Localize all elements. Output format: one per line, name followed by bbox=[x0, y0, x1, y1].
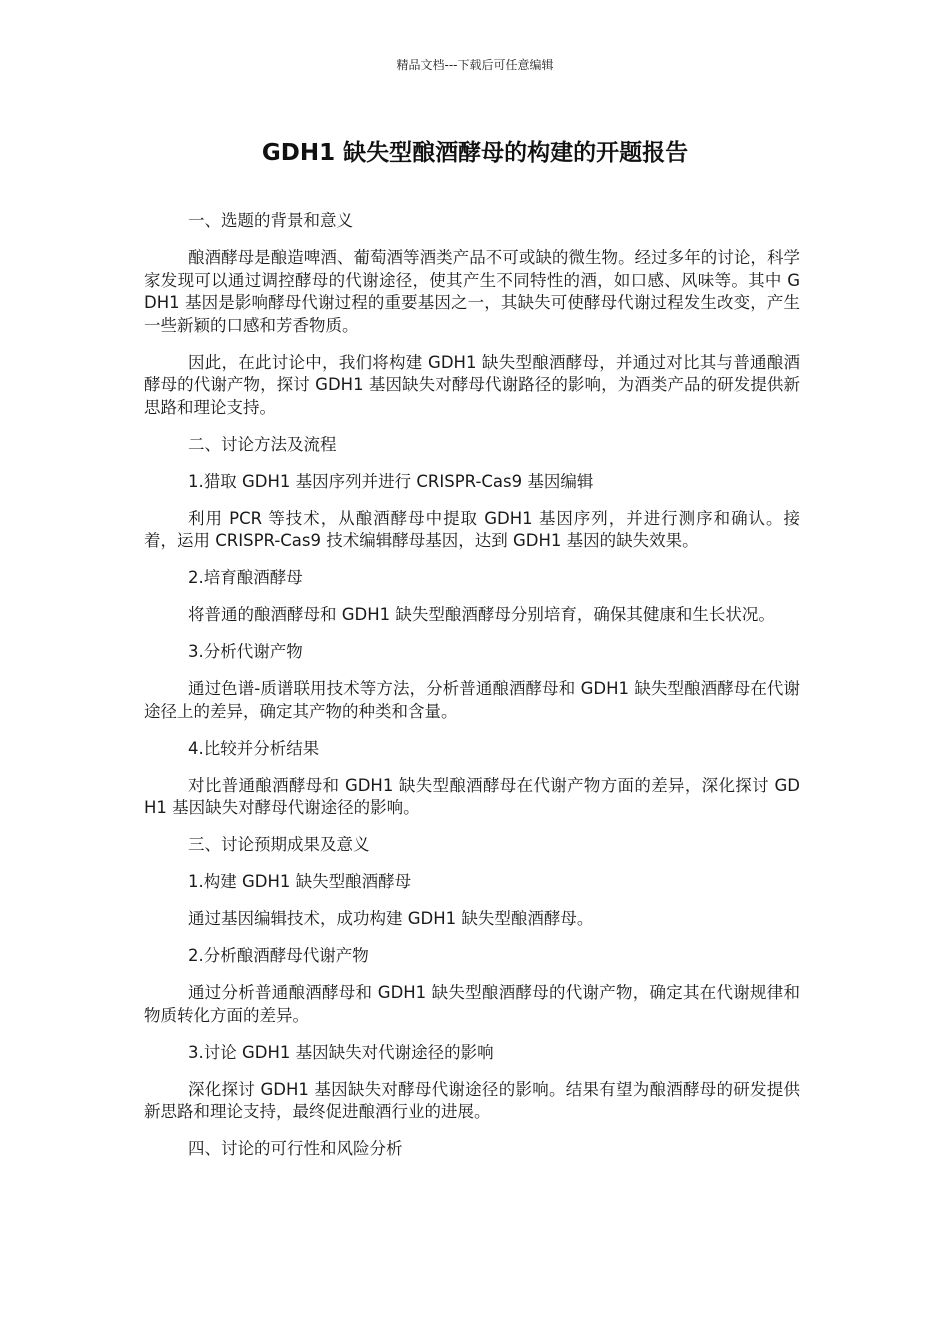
body-paragraph: 对比普通酿酒酵母和 GDH1 缺失型酿酒酵母在代谢产物方面的差异，深化探讨 GDH1 基因缺失对酵母代谢途径的影响。 bbox=[144, 775, 800, 817]
document-body bbox=[144, 210, 800, 1175]
section-heading-outcomes: 三、讨论预期成果及意义 bbox=[188, 835, 370, 854]
body-paragraph: 将普通的酿酒酵母和 GDH1 缺失型酿酒酵母分别培育，确保其健康和生长状况。 bbox=[188, 605, 775, 624]
document-title: GDH1 缺失型酿酒酵母的构建的开题报告 bbox=[261, 140, 689, 166]
page-header: 精品文档---下载后可任意编辑 bbox=[396, 58, 554, 72]
section-heading-background: 一、选题的背景和意义 bbox=[188, 211, 353, 230]
body-paragraph: 深化探讨 GDH1 基因缺失对酵母代谢途径的影响。结果有望为酿酒酵母的研发提供新思路和理论支持，最终促进酿酒行业的进展。 bbox=[144, 1079, 800, 1121]
subheading: 1.猎取 GDH1 基因序列并进行 CRISPR-Cas9 基因编辑 bbox=[188, 471, 594, 491]
subheading: 2.分析酿酒酵母代谢产物 bbox=[188, 946, 369, 965]
body-paragraph: 通过基因编辑技术，成功构建 GDH1 缺失型酿酒酵母。 bbox=[188, 909, 594, 928]
subheading: 3.分析代谢产物 bbox=[188, 642, 303, 661]
subheading: 3.讨论 GDH1 基因缺失对代谢途径的影响 bbox=[188, 1042, 494, 1062]
body-paragraph: 通过分析普通酿酒酵母和 GDH1 缺失型酿酒酵母的代谢产物，确定其在代谢规律和物质转化方面的差异。 bbox=[144, 983, 800, 1025]
section-heading-feasibility: 四、讨论的可行性和风险分析 bbox=[188, 1139, 403, 1158]
section-heading-methods: 二、讨论方法及流程 bbox=[188, 434, 337, 454]
subheading: 2.培育酿酒酵母 bbox=[188, 568, 303, 587]
body-paragraph: 因此，在此讨论中，我们将构建 GDH1 缺失型酿酒酵母，并通过对比其与普通酿酒酵母的代谢产物，探讨 GDH1 基因缺失对酵母代谢路径的影响，为酒类产品的研发提供新思路和理论支持。 bbox=[144, 352, 800, 417]
subheading: 4.比较并分析结果 bbox=[188, 738, 320, 758]
body-paragraph: 利用 PCR 等技术，从酿酒酵母中提取 GDH1 基因序列，并进行测序和确认。接着，运用 CRISPR-Cas9 技术编辑酵母基因，达到 GDH1 基因的缺失效果。 bbox=[144, 508, 800, 550]
body-paragraph: 通过色谱-质谱联用技术等方法，分析普通酿酒酵母和 GDH1 缺失型酿酒酵母在代谢途径上的差异，确定其产物的种类和含量。 bbox=[144, 679, 800, 721]
subheading: 1.构建 GDH1 缺失型酿酒酵母 bbox=[188, 872, 412, 891]
body-paragraph: 酿酒酵母是酿造啤酒、葡萄酒等酒类产品不可或缺的微生物。经过多年的讨论，科学家发现可以通过调控酵母的代谢途径，使其产生不同特性的酒，如口感、风味等。其中 GDH1 基因是影响酵母代谢过程的重要基因之一，其缺失可使酵母代谢过程发生改变，产生一些新颖的口感和芳香物质。 bbox=[144, 248, 800, 335]
